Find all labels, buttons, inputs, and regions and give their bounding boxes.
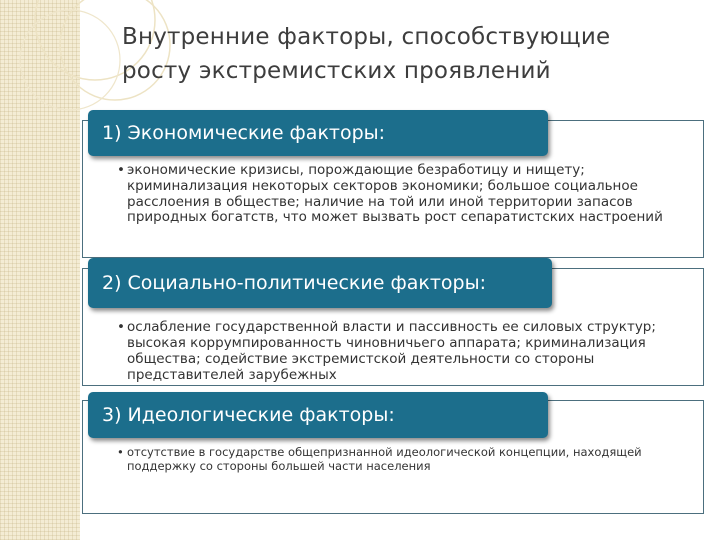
bullet-icon: •	[117, 163, 125, 178]
title-line-2: росту экстремистских проявлений	[122, 58, 551, 84]
section-heading: 2) Социально-политические факторы:	[102, 272, 486, 294]
section-header-social-political	[88, 258, 552, 308]
section-heading: 3) Идеологические факторы:	[102, 404, 395, 426]
title-line-1: Внутренние факторы, способствующие	[122, 24, 611, 50]
bullet-icon: •	[117, 445, 124, 459]
section-body	[83, 445, 703, 513]
slide-title	[122, 20, 702, 88]
section-header-economic	[88, 110, 548, 156]
section-text: ослабление государственной власти и пассивность ее силовых структур; высокая коррумпированность чиновничьего аппарата; криминализация общества; содействие экстремистской деятельности со стороны представителей зарубежных	[127, 319, 656, 383]
section-text: отсутствие в государстве общепризнанной идеологической концепции, находящей поддержку со стороны большей части населения	[127, 445, 642, 473]
section-header-ideological	[88, 392, 548, 438]
section-body	[83, 319, 703, 385]
section-text: экономические кризисы, порождающие безработицу и нищету; криминализация некоторых секторов экономики; большое социальное расслоения в обществе; наличие на той или иной территории запасов природных богатств, что может вызвать рост сепаратистских настроений	[127, 163, 663, 226]
bullet-icon: •	[117, 319, 125, 335]
section-heading: 1) Экономические факторы:	[102, 122, 386, 144]
section-body	[83, 163, 703, 257]
